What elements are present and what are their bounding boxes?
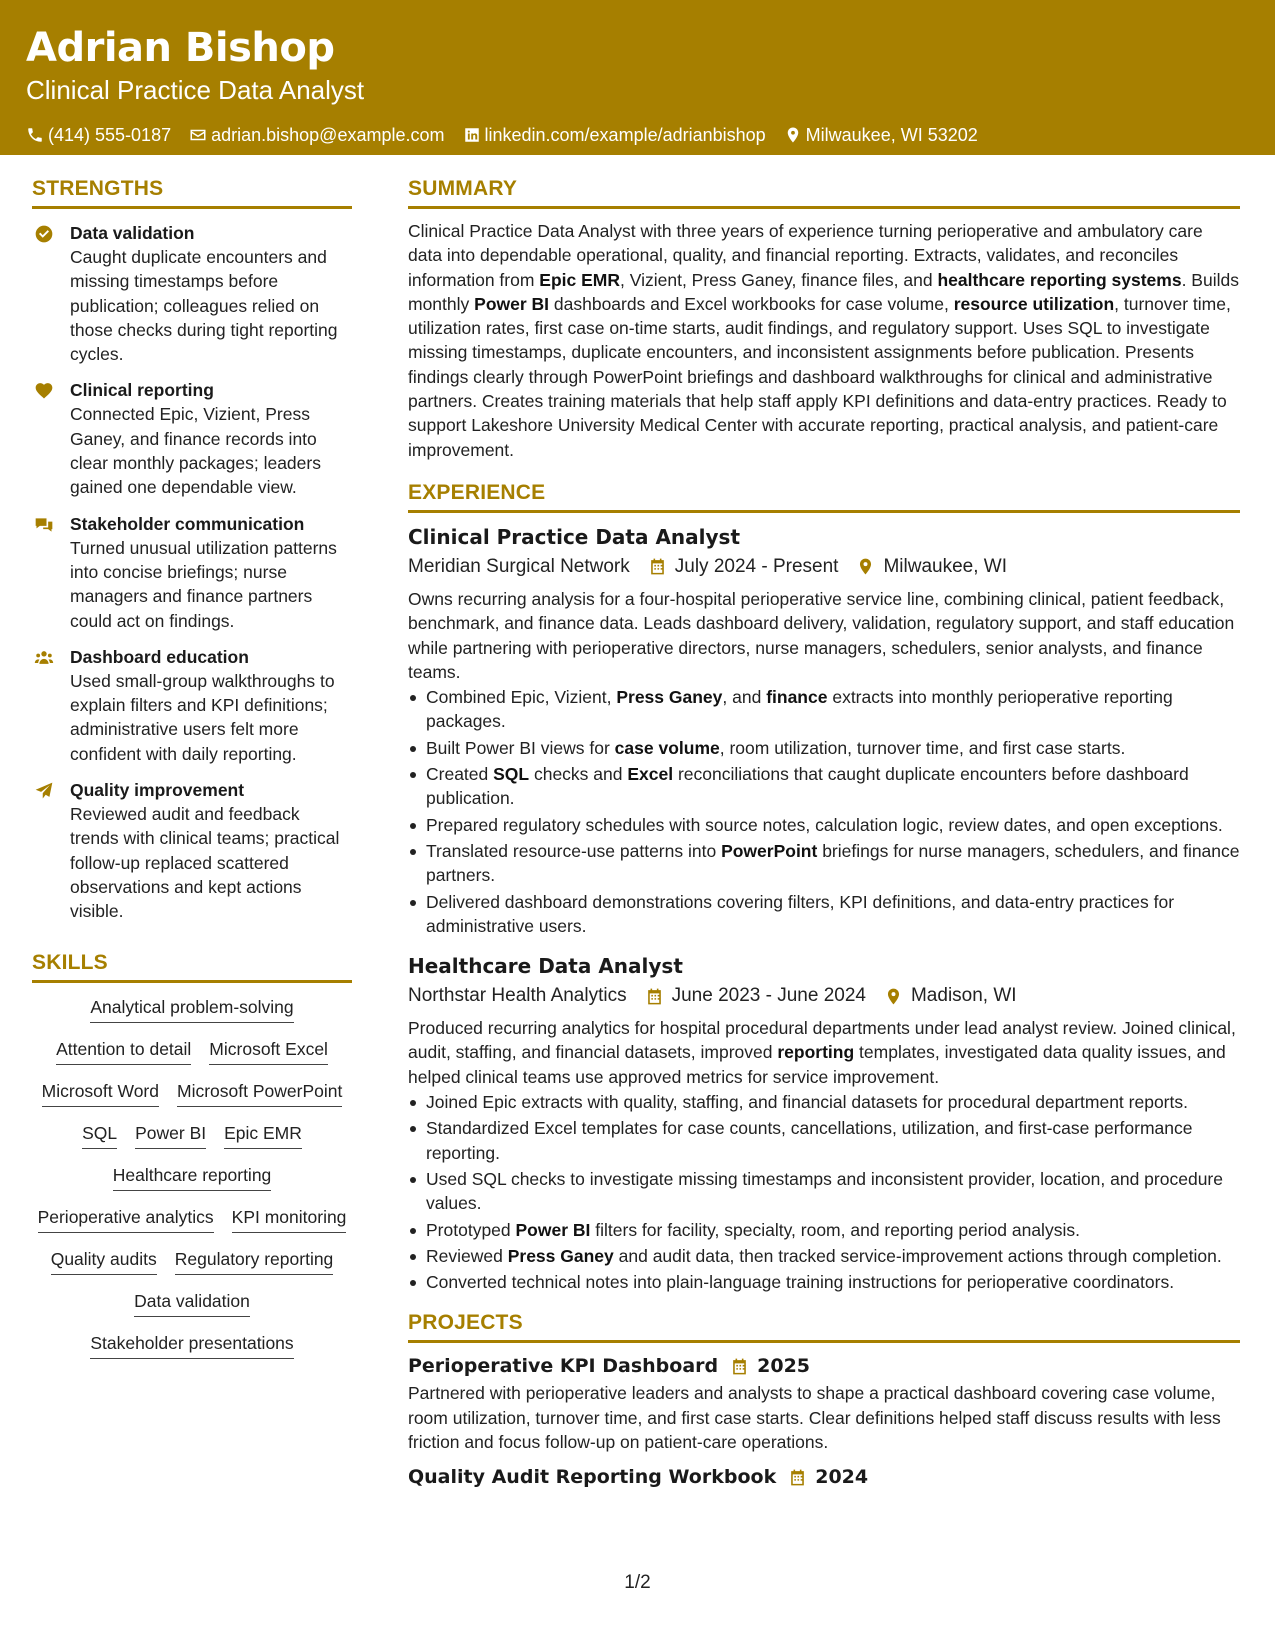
strength-desc: Used small-group walkthroughs to explain filters and KPI definitions; administrative users felt more confident with daily reporting.: [70, 670, 335, 764]
job-dates: June 2023 - June 2024: [671, 985, 866, 1007]
skill-tag: Epic EMR: [224, 1121, 302, 1149]
job-description: Owns recurring analysis for a four-hospital perioperative service line, combining clinical, patient feedback, benchmark, and finance data. Leads dashboard delivery, validation, regulatory support, and staff education while partnering with perioperative directors, nurse managers, schedulers, senior analysts, and finance teams.: [408, 588, 1235, 682]
job-meta: [408, 982, 1240, 1010]
calendar-icon: [645, 987, 664, 1006]
strengths-heading: STRENGTHS: [32, 176, 352, 209]
job-entry: [408, 952, 1240, 1294]
check-circle-icon: [34, 224, 54, 244]
contact-linkedin[interactable]: [463, 124, 766, 146]
page-number: 1/2: [624, 1572, 651, 1593]
experience-section: [408, 480, 1240, 1294]
list-item: Converted technical notes into plain-language training instructions for perioperative coordinators.: [408, 1270, 1240, 1294]
skill-tag: Power BI: [135, 1121, 206, 1149]
location-text: Milwaukee, WI 53202: [805, 125, 978, 145]
job-bullets: [408, 685, 1240, 938]
resume-header: [0, 0, 1275, 155]
comments-icon: [34, 515, 54, 535]
skill-tag: Quality audits: [51, 1247, 157, 1275]
list-item: Delivered dashboard demonstrations covering filters, KPI definitions, and data-entry practices for administrative users.: [408, 890, 1240, 939]
job-meta: [408, 553, 1240, 581]
strength-desc: Reviewed audit and feedback trends with clinical teams; practical follow-up replaced scattered observations and kept actions visible.: [70, 804, 340, 922]
strength-title: Quality improvement: [70, 780, 245, 801]
contact-email[interactable]: [189, 124, 444, 146]
contact-location: [784, 124, 978, 146]
contact-bar: [26, 124, 1249, 146]
linkedin-icon: [463, 126, 481, 144]
skill-tag: Regulatory reporting: [175, 1247, 334, 1275]
list-item: Translated resource-use patterns into PowerPoint briefings for nurse managers, schedulers, and finance partners.: [408, 839, 1240, 888]
experience-heading: EXPERIENCE: [408, 480, 1240, 513]
candidate-title: Clinical Practice Data Analyst: [26, 75, 365, 105]
strength-desc: Connected Epic, Vizient, Press Ganey, and finance records into clear monthly packages; leaders gained one dependable view.: [70, 404, 321, 498]
list-item: Used SQL checks to investigate missing timestamps and inconsistent provider, location, and procedure values.: [408, 1167, 1240, 1216]
skill-tag: SQL: [82, 1121, 117, 1149]
skill-tag: Microsoft PowerPoint: [177, 1079, 342, 1107]
skill-tag: Data validation: [134, 1289, 250, 1317]
list-item: Standardized Excel templates for case counts, cancellations, utilization, and first-case performance reporting.: [408, 1116, 1240, 1165]
job-dates: July 2024 - Present: [674, 555, 839, 577]
contact-phone: [26, 124, 171, 146]
projects-section: [408, 1310, 1240, 1490]
strength-title: Stakeholder communication: [70, 513, 305, 534]
map-marker-icon: [884, 987, 903, 1006]
job-entry: [408, 523, 1240, 938]
job-bullets: [408, 1090, 1240, 1294]
list-item: Reviewed Press Ganey and audit data, then tracked service-improvement actions through completion.: [408, 1244, 1240, 1268]
skill-tag: Healthcare reporting: [113, 1163, 272, 1191]
strength-item: [32, 645, 352, 766]
heart-icon: [34, 381, 54, 401]
job-location: Madison, WI: [910, 985, 1017, 1007]
strength-item: [32, 512, 352, 633]
paper-plane-icon: [34, 781, 54, 801]
skill-tag: Microsoft Excel: [209, 1037, 328, 1065]
skill-tag: Perioperative analytics: [38, 1205, 214, 1233]
project-name: Quality Audit Reporting Workbook: [408, 1466, 777, 1489]
linkedin-link[interactable]: linkedin.com/example/adrianbishop: [484, 125, 766, 145]
strength-item: [32, 221, 352, 366]
candidate-name: Adrian Bishop: [26, 25, 335, 71]
skills-heading: SKILLS: [32, 950, 352, 983]
strength-title: Dashboard education: [70, 646, 249, 667]
list-item: Built Power BI views for case volume, room utilization, turnover time, and first case starts.: [408, 736, 1240, 760]
calendar-icon: [730, 1357, 749, 1376]
job-title: Clinical Practice Data Analyst: [408, 524, 741, 549]
skill-tag: Attention to detail: [56, 1037, 191, 1065]
projects-heading: PROJECTS: [408, 1310, 1240, 1343]
list-item: Prepared regulatory schedules with source notes, calculation logic, review dates, and open exceptions.: [408, 813, 1240, 837]
strength-desc: Turned unusual utilization patterns into concise briefings; nurse managers and finance partners could act on findings.: [70, 537, 337, 631]
strengths-list: [32, 221, 352, 924]
job-location: Milwaukee, WI: [883, 555, 1007, 577]
project-name: Perioperative KPI Dashboard: [408, 1355, 719, 1378]
calendar-icon: [788, 1468, 807, 1487]
project-desc: Partnered with perioperative leaders and analysts to shape a practical dashboard covering case volume, room utilization, turnover time, and first case starts. Clear definitions helped staff discuss results with less friction and focus follow-up on patient-care operations.: [408, 1383, 1221, 1452]
calendar-icon: [648, 557, 667, 576]
list-item: Prototyped Power BI filters for facility, specialty, room, and reporting period analysis.: [408, 1218, 1240, 1242]
job-company: Meridian Surgical Network: [408, 555, 630, 577]
users-icon: [34, 648, 54, 668]
job-description: Produced recurring analytics for hospital procedural departments under lead analyst review. Joined clinical, audit, staffing, and financial datasets, improved reporting templates, investigated data quality issues, and helped clinical teams use approved metrics for service improvement.: [408, 1018, 1236, 1087]
list-item: Combined Epic, Vizient, Press Ganey, and finance extracts into monthly perioperative reporting packages.: [408, 685, 1240, 734]
list-item: Created SQL checks and Excel reconciliations that caught duplicate encounters before dashboard publication.: [408, 762, 1240, 811]
strength-title: Data validation: [70, 223, 195, 243]
skills-section: [32, 950, 352, 1359]
job-company: Northstar Health Analytics: [408, 985, 627, 1007]
phone-text: (414) 555-0187: [48, 125, 172, 145]
project-entry: [408, 1353, 1240, 1454]
project-year: 2025: [757, 1355, 811, 1378]
skills-list: [32, 995, 352, 1359]
email-link[interactable]: adrian.bishop@example.com: [211, 125, 445, 145]
project-header: [408, 1353, 1240, 1379]
envelope-icon: [189, 126, 207, 144]
project-header: [408, 1464, 1240, 1490]
map-marker-icon: [784, 126, 802, 144]
phone-icon: [26, 126, 44, 144]
map-marker-icon: [856, 557, 875, 576]
summary-heading: SUMMARY: [408, 176, 1240, 209]
skill-tag: Microsoft Word: [42, 1079, 159, 1107]
strength-title: Clinical reporting: [70, 380, 214, 401]
strength-desc: Caught duplicate encounters and missing timestamps before publication; colleagues relied on those checks during tight reporting cycles.: [70, 247, 338, 365]
skill-tag: KPI monitoring: [232, 1205, 347, 1233]
job-title: Healthcare Data Analyst: [408, 954, 683, 979]
skill-tag: Stakeholder presentations: [90, 1331, 293, 1359]
skill-tag: Analytical problem-solving: [90, 995, 293, 1023]
strength-item: [32, 378, 352, 499]
strength-item: [32, 778, 352, 923]
project-entry: [408, 1464, 1240, 1490]
project-year: 2024: [815, 1466, 869, 1489]
right-column: [408, 176, 1240, 1490]
list-item: Joined Epic extracts with quality, staffing, and financial datasets for procedural department reports.: [408, 1090, 1240, 1114]
summary-text: Clinical Practice Data Analyst with three years of experience turning perioperative and ambulatory care data into dependable operational, quality, and financial reporting. Extracts, validates, and reconciles information from Epic EMR, Vizient, Press Ganey, finance files, and healthcare reporting systems. Builds monthly Power BI dashboards and Excel workbooks for case volume, resource utilization, turnover time, utilization rates, first case on-time starts, audit findings, and regulatory support. Uses SQL to investigate missing timestamps, duplicate encounters, and inconsistent assignments before publication. Presents findings clearly through PowerPoint briefings and dashboard walkthroughs for clinical and administrative partners. Creates training materials that help staff apply KPI definitions and data-entry practices. Ready to support Lakeshore University Medical Center with accurate reporting, practical analysis, and patient-care improvement.: [408, 221, 1239, 460]
left-column: [32, 176, 352, 1359]
